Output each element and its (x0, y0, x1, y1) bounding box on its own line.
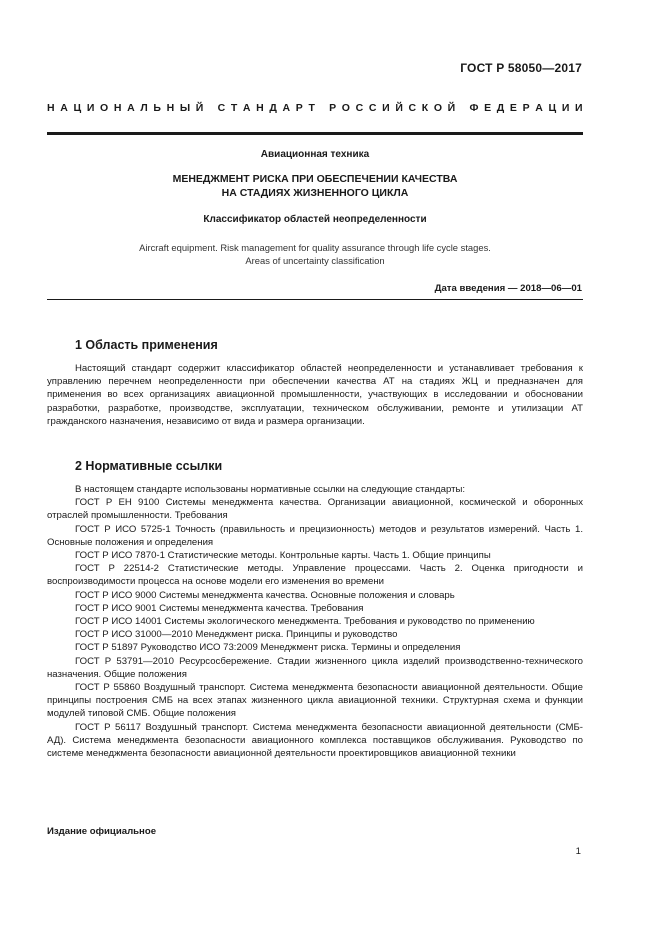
banner-letter: О (433, 102, 443, 114)
reference-item: ГОСТ Р 51897 Руководство ИСО 73:2009 Менеджмент риска. Термины и определения (75, 642, 461, 654)
banner-letter: С (355, 102, 364, 114)
banner-letter: С (368, 102, 377, 114)
banner-letter: А (127, 102, 135, 114)
section-1-heading: 1 Область применения (75, 338, 218, 352)
banner-letter: Й (395, 102, 403, 114)
banner-letter: Й (195, 102, 204, 114)
banner-letter: Т (308, 102, 315, 114)
reference-item: ГОСТ Р 53791—2010 Ресурсосбережение. Стадии жизненного цикла изделий производственно-технического назначения. Общие положения (47, 655, 583, 680)
reference-item: ГОСТ Р 55860 Воздушный транспорт. Система менеджмента безопасности авиационной деятельности. Общие принципы построения СМБ на всех этапах жизненного цикла авиационной техники. Структурная схема и функции модулей типовой СМБ. Общие положения (47, 682, 583, 720)
reference-item: ГОСТ Р ИСО 31000—2010 Менеджмент риска. Принципы и руководство (75, 629, 398, 641)
normative-references-list (47, 483, 583, 760)
banner-letter: Н (256, 102, 264, 114)
banner-letter: Н (113, 102, 122, 114)
standard-code: ГОСТ Р 58050—2017 (460, 61, 582, 75)
national-standard-banner (47, 102, 583, 114)
title-line-2: НА СТАДИЯХ ЖИЗНЕННОГО ЦИКЛА (221, 186, 409, 199)
header-rule (47, 132, 583, 135)
reference-item: ГОСТ Р ИСО 9000 Системы менеджмента качества. Основные положения и словарь (75, 589, 455, 601)
banner-letter: А (282, 102, 291, 114)
banner-letter: Е (509, 102, 517, 114)
banner-letter: Ь (153, 102, 161, 114)
reference-item: ГОСТ Р 22514-2 Статистические методы. Управление процессами. Часть 2. Оценка пригодности и воспроизводимости процесса на основе модели его изменения во времени (47, 563, 583, 588)
banner-letter: Й (447, 102, 456, 114)
reference-item: В настоящем стандарте использованы нормативные ссылки на следующие стандарты: (75, 484, 466, 495)
banner-letter: И (86, 102, 95, 114)
page-number: 1 (575, 846, 581, 857)
banner-letter: Д (496, 102, 505, 114)
reference-item: ГОСТ Р ИСО 9001 Системы менеджмента качества. Требования (75, 602, 364, 614)
banner-letter: А (535, 102, 543, 114)
banner-letter: Е (484, 102, 492, 114)
title-line-1: МЕНЕДЖМЕНТ РИСКА ПРИ ОБЕСПЕЧЕНИИ КАЧЕСТВА (172, 173, 458, 185)
reference-item: ГОСТ Р ИСО 5725-1 Точность (правильность и прецизионность) методов и результатов измерений. Часть 1. Основные положения и определения (47, 523, 583, 548)
english-title (47, 241, 583, 267)
banner-letter: С (408, 102, 417, 114)
banner-letter: Р (522, 102, 530, 114)
reference-item: ГОСТ Р ИСО 14001 Системы экологического менеджмента. Требования и руководство по применению (75, 616, 535, 628)
date-rule (47, 299, 583, 300)
banner-letter: И (382, 102, 390, 114)
banner-letter: И (561, 102, 570, 114)
english-line-1: Aircraft equipment. Risk management for quality assurance through life cycle stages. (139, 242, 491, 253)
banner-letter: Р (329, 102, 337, 114)
banner-letter (461, 102, 464, 114)
banner-letter: Ы (179, 102, 191, 114)
field-label: Авиационная техника (260, 149, 370, 160)
reference-item: ГОСТ Р 56117 Воздушный транспорт. Система менеджмента безопасности авиационной деятельности (СМБ-АД). Система менеджмента безопасности авиационного комплекса поставщиков обслуживания. Руководство по системе менеджмента безопасности авиационной деятельности проектировщиков авиационной техники (47, 721, 583, 760)
banner-letter (209, 102, 212, 114)
banner-letter: Н (47, 102, 55, 114)
document-title (47, 173, 583, 200)
edition-label: Издание официальное (47, 826, 157, 837)
banner-letter: Ф (469, 102, 479, 114)
banner-letter: Д (269, 102, 277, 114)
english-line-2: Areas of uncertainty classification (245, 255, 385, 266)
banner-letter: Ц (73, 102, 82, 114)
reference-item: ГОСТ Р ИСО 7870-1 Статистические методы. Контрольные карты. Часть 1. Общие принципы (75, 550, 491, 562)
banner-letter: К (421, 102, 429, 114)
banner-letter: О (341, 102, 350, 114)
banner-letter: О (100, 102, 109, 114)
section-2-heading: 2 Нормативные ссылки (75, 459, 223, 473)
document-subtitle: Классификатор областей неопределенности (203, 214, 427, 225)
banner-letter: А (60, 102, 68, 114)
banner-letter: Р (295, 102, 303, 114)
introduction-date: Дата введения — 2018—06—01 (434, 283, 582, 294)
banner-letter: Л (140, 102, 148, 114)
banner-letter (321, 102, 324, 114)
banner-letter: И (575, 102, 583, 114)
banner-letter: Н (166, 102, 175, 114)
section-1-text: Настоящий стандарт содержит классификатор областей неопределенности и устанавливает требования к управлению перечнем неопределенности при обеспечении качества АТ на стадиях ЖЦ и предназначен для применения во всех организациях авиационной промышленности, участвующих в исследовании и обосновании разработки, разработке, производстве, эксплуатации, техническом обслуживании, ремонте и утилизации АТ гражданского назначения, независимо от вида и размера организации. (47, 363, 583, 427)
banner-letter: А (242, 102, 251, 114)
reference-item: ГОСТ Р ЕН 9100 Системы менеджмента качества. Организации авиационной, космической и оборонных отраслей промышленности. Требования (47, 497, 583, 522)
banner-letter: Ц (548, 102, 557, 114)
banner-letter: С (217, 102, 226, 114)
banner-letter: Т (230, 102, 238, 114)
